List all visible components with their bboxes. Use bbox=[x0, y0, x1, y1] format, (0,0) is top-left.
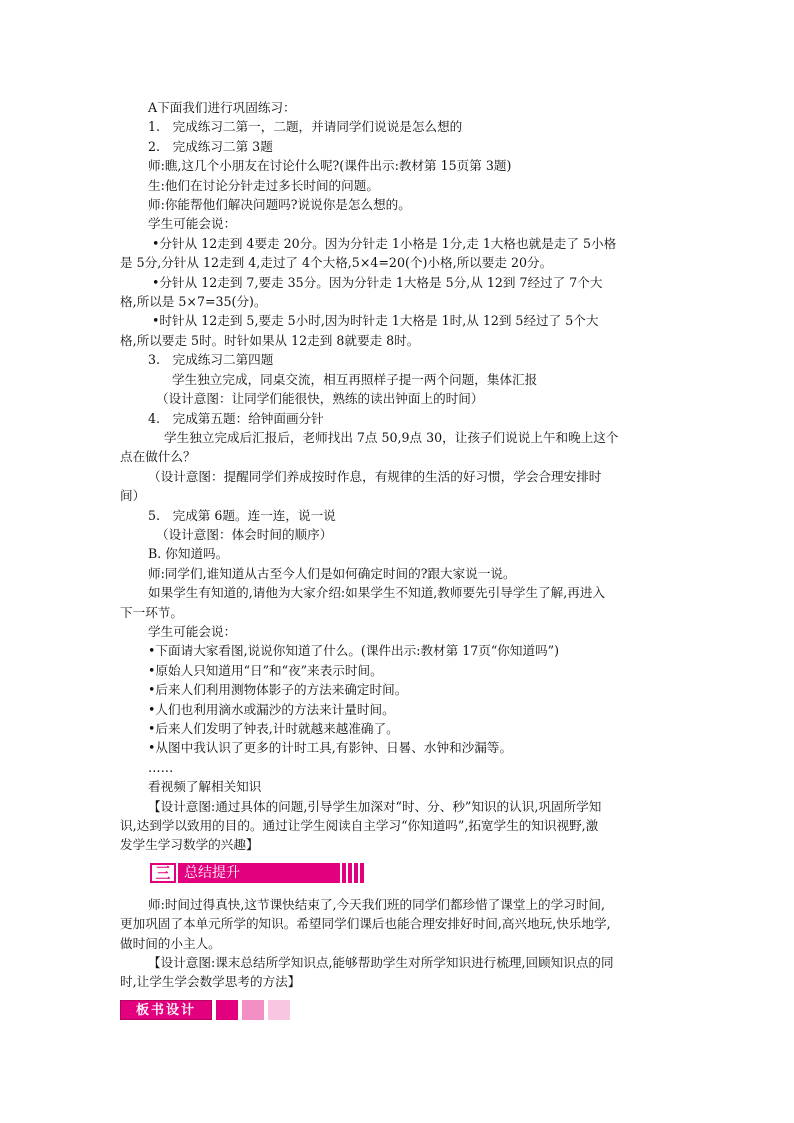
board-square bbox=[216, 1000, 238, 1020]
text-line: 1. 完成练习二第一，二题，并请同学们说说是怎么想的 bbox=[148, 119, 463, 135]
text-line: 学生可能会说： bbox=[148, 623, 237, 639]
text-line: 识,达到学以致用的目的。通过让学生阅读自主学习“你知道吗”,拓宽学生的知识视野,激 bbox=[120, 818, 599, 834]
text-line: 师:时间过得真快,这节课快结束了,今天我们班的同学们都珍惜了课堂上的学习时间, bbox=[148, 896, 606, 912]
text-line: •从图中我认识了更多的计时工具,有影钟、日晷、水钟和沙漏等。 bbox=[148, 740, 513, 756]
board-square bbox=[242, 1000, 264, 1020]
text-line: 看视频了解相关知识 bbox=[148, 779, 262, 795]
text-line: 生:他们在讨论分针走过多长时间的问题。 bbox=[148, 177, 379, 193]
section-number: 三 bbox=[150, 863, 176, 883]
text-line: •人们也利用滴水或漏沙的方法来计量时间。 bbox=[148, 701, 395, 717]
text-line: 更加巩固了本单元所学的知识。希望同学们课后也能合理安排好时间,高兴地玩,快乐地学, bbox=[120, 916, 611, 932]
text-line: •后来人们发明了钟表,计时就越来越准确了。 bbox=[148, 721, 399, 736]
text-line: 师:你能帮他们解决问题吗?说说你是怎么想的。 bbox=[148, 197, 411, 213]
text-line: 【设计意图:课末总结所学知识点,能够帮助学生对所学知识进行梳理,回顾知识点的同 bbox=[148, 955, 614, 971]
banner-stripe bbox=[348, 863, 352, 883]
text-line: A下面我们进行巩固练习： bbox=[148, 100, 296, 115]
banner-stripe bbox=[360, 863, 364, 883]
text-line: 做时间的小主人。 bbox=[120, 935, 221, 951]
text-line: （设计意图：让同学们能很快，熟练的读出钟面上的时间） bbox=[156, 391, 484, 407]
text-line: •分针从 12走到 7,要走 35分。因为分针走 1大格是 5分,从 12到 7经过了 7个大 bbox=[152, 274, 603, 290]
text-line: 师:瞧,这几个小朋友在讨论什么呢?(课件出示:教材第 15页第 3题) bbox=[148, 158, 512, 174]
text-line: 格,所以要走 5时。时针如果从 12走到 8就要走 8时。 bbox=[120, 332, 420, 348]
section-banner bbox=[150, 862, 668, 886]
text-line: 5. 完成第 6题。连一连，说一说 bbox=[148, 507, 336, 523]
banner-stripe bbox=[354, 863, 358, 883]
text-line: 学生独立完成，同桌交流，相互再照样子提一两个问题，集体汇报 bbox=[172, 371, 538, 387]
text-line: •原始人只知道用“日”和“夜”来表示时间。 bbox=[148, 662, 383, 678]
banner-stripe bbox=[342, 863, 346, 883]
text-line: 学生独立完成后汇报后，老师找出 7点 50,9点 30，让孩子们说说上午和晚上这个 bbox=[164, 429, 619, 445]
document-body bbox=[120, 98, 668, 1022]
section-title: 总结提升 bbox=[178, 863, 340, 883]
text-line: …… bbox=[148, 759, 174, 775]
text-line: 如果学生有知道的,请他为大家介绍:如果学生不知道,教师要先引导学生了解,再进入 bbox=[148, 585, 606, 601]
text-line: 点在做什么？ bbox=[120, 449, 196, 465]
text-line: •分针从 12走到 4要走 20分。因为分针走 1小格是 1分,走 1大格也就是走了 5小格 bbox=[152, 235, 617, 251]
text-line: •后来人们利用测物体影子的方法来确定时间。 bbox=[148, 682, 408, 698]
text-line: •时针从 12走到 5,要走 5小时,因为时针走 1大格是 1时,从 12到 5经过了 5个大 bbox=[152, 313, 599, 329]
board-design-banner bbox=[120, 1000, 668, 1022]
text-line: 2. 完成练习二第 3题 bbox=[148, 138, 273, 154]
text-line: 师:同学们,谁知道从古至今人们是如何确定时间的?跟大家说一说。 bbox=[148, 565, 516, 581]
text-line: 间） bbox=[120, 488, 146, 504]
text-line: •下面请大家看图,说说你知道了什么。(课件出示:教材第 17页“你知道吗”) bbox=[148, 643, 560, 659]
text-line: B. 你知道吗。 bbox=[148, 546, 229, 562]
text-line: 时,让学生学会数学思考的方法】 bbox=[120, 974, 301, 990]
board-design-label: 板书设计 bbox=[120, 1000, 212, 1020]
text-line: 发学生学习数学的兴趣】 bbox=[120, 837, 259, 853]
text-line: 3. 完成练习二第四题 bbox=[148, 352, 274, 368]
board-square bbox=[268, 1000, 290, 1020]
text-line: （设计意图：体会时间的顺序） bbox=[156, 526, 333, 542]
text-line: 格,所以是 5×7=35(分)。 bbox=[120, 294, 267, 310]
text-line: 【设计意图:通过具体的问题,引导学生加深对“时、分、秒”知识的认识,巩固所学知 bbox=[148, 798, 602, 814]
text-line: 4. 完成第五题：给钟面画分针 bbox=[148, 410, 324, 426]
text-line: （设计意图：提醒同学们养成按时作息，有规律的生活的好习惯，学会合理安排时 bbox=[148, 468, 602, 484]
text-line: 下一环节。 bbox=[120, 604, 183, 620]
text-line: 学生可能会说： bbox=[148, 216, 237, 232]
text-line: 是 5分,分针从 12走到 4,走过了 4个大格,5×4=20(个)小格,所以要走 20分。 bbox=[120, 255, 553, 271]
